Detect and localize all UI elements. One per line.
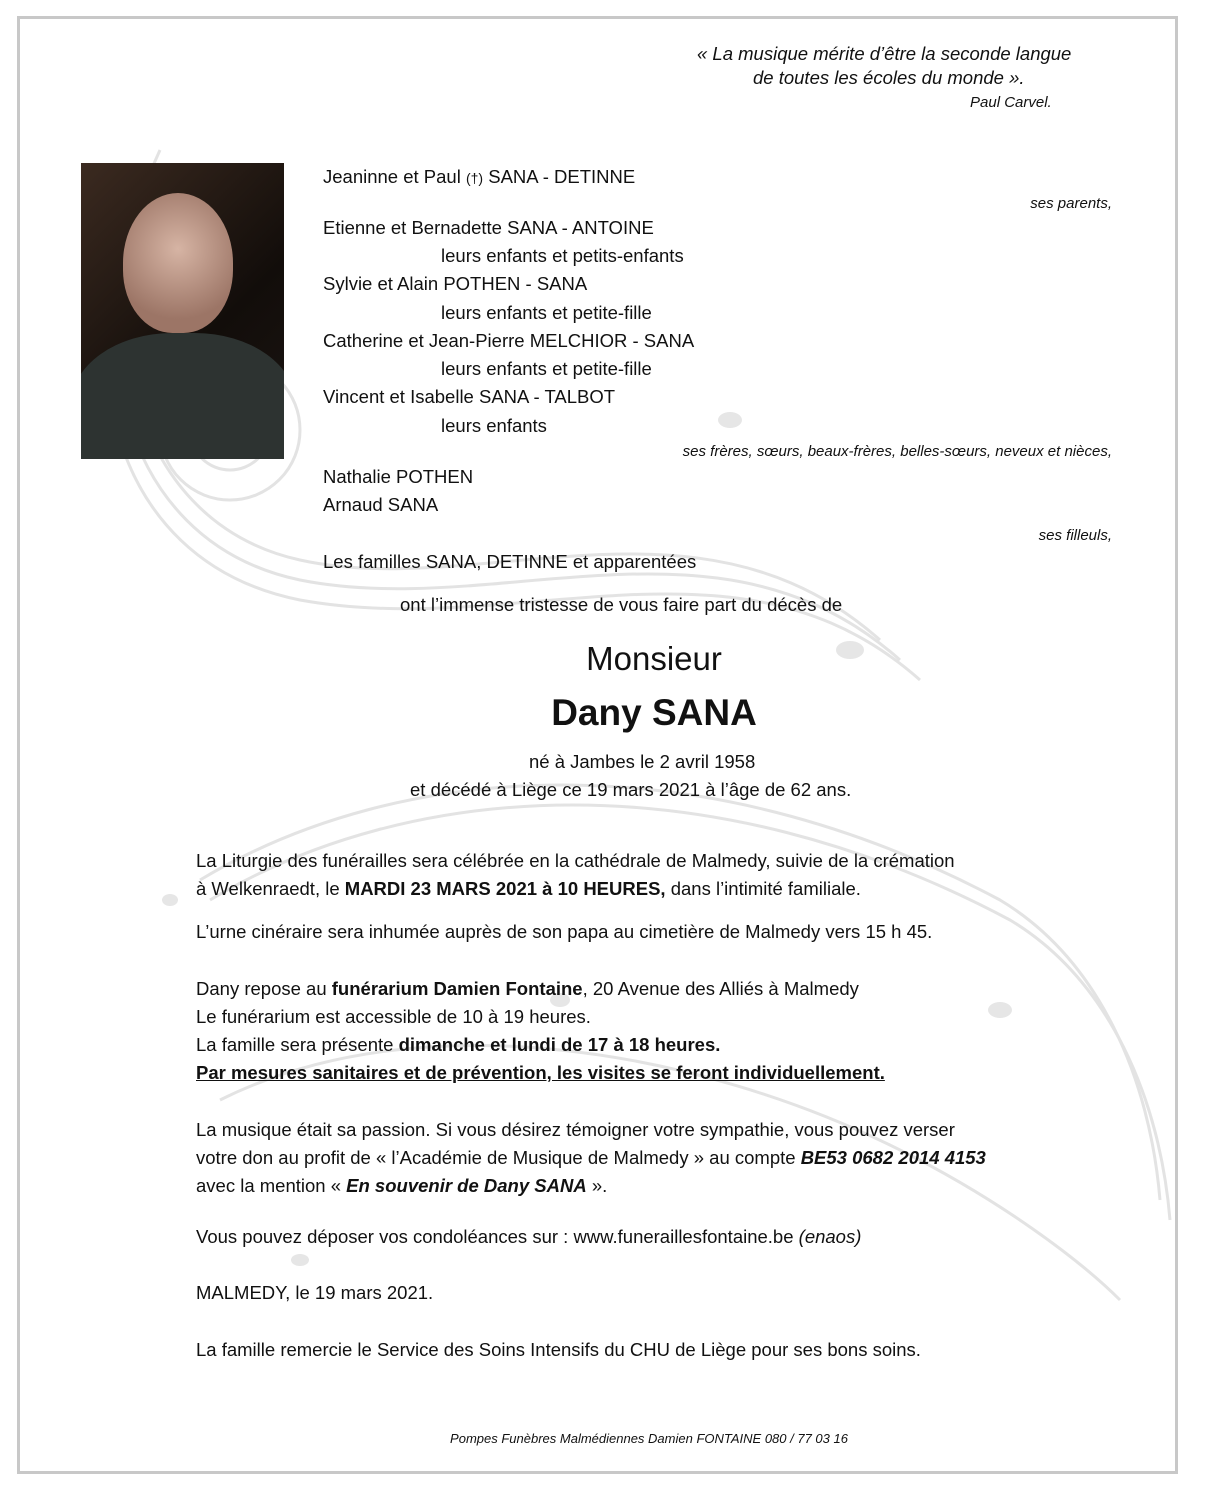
rest-address: , 20 Avenue des Alliés à Malmedy (582, 978, 859, 999)
deceased-name: Dany SANA (551, 692, 757, 733)
mention-phrase: En souvenir de Dany SANA (346, 1175, 587, 1196)
mention-close: ». (586, 1175, 608, 1196)
death-line: et décédé à Liège ce 19 mars 2021 à l’âge de 62 ans. (410, 779, 852, 800)
sibling-name: Vincent et Isabelle SANA - TALBOT (323, 386, 616, 407)
liturgy-text: à Welkenraedt, le (196, 878, 345, 899)
sanitary-notice: Par mesures sanitaires et de prévention, les visites se feront individuellement. (196, 1062, 885, 1083)
music-line-1: La musique était sa passion. Si vous désirez témoigner votre sympathie, vous pouvez verser (196, 1119, 955, 1140)
sibling-name: Etienne et Bernadette SANA - ANTOINE (323, 217, 654, 238)
condolences-note: (enaos) (793, 1226, 862, 1247)
footer-funeral-home: Pompes Funèbres Malmédiennes Damien FONTAINE 080 / 77 03 16 (450, 1431, 848, 1446)
bank-account: BE53 0682 2014 4153 (800, 1147, 986, 1168)
presence-text: La famille sera présente (196, 1034, 399, 1055)
quote-line-2: de toutes les écoles du monde ». (753, 67, 1025, 88)
access-hours-line: Le funérarium est accessible de 10 à 19 heures. (196, 1006, 591, 1027)
sibling-children: leurs enfants et petits-enfants (441, 245, 684, 266)
parents-surname: SANA - DETINNE (483, 166, 636, 187)
parents-line (323, 165, 635, 190)
sibling-children: leurs enfants et petite-fille (441, 358, 652, 379)
liturgy-text: dans l’intimité familiale. (665, 878, 861, 899)
cross-symbol: (†) (465, 170, 484, 186)
place-date: MALMEDY, le 19 mars 2021. (196, 1282, 434, 1303)
portrait-photo (81, 163, 284, 459)
funeral-home-name: funérarium Damien Fontaine (331, 978, 583, 999)
thanks-line: La famille remercie le Service des Soins Intensifs du CHU de Liège pour ses bons soins. (196, 1339, 921, 1360)
sibling-name: Catherine et Jean-Pierre MELCHIOR - SANA (323, 330, 695, 351)
birth-line: né à Jambes le 2 avril 1958 (529, 751, 756, 772)
godchild-name: Arnaud SANA (323, 494, 439, 515)
parents-label: ses parents, (1030, 195, 1112, 212)
sibling-children: leurs enfants (441, 415, 547, 436)
parents-names: Jeaninne et Paul (323, 166, 466, 187)
condolences-text: Vous pouvez déposer vos condoléances sur : (196, 1226, 574, 1247)
sibling-children: leurs enfants et petite-fille (441, 302, 652, 323)
deceased-title: Monsieur (586, 640, 722, 677)
condolences-link[interactable]: www.funeraillesfontaine.be (573, 1226, 794, 1247)
sibling-name: Sylvie et Alain POTHEN - SANA (323, 273, 588, 294)
mention-text: avec la mention « (196, 1175, 347, 1196)
siblings-label: ses frères, sœurs, beaux-frères, belles-sœurs, neveux et nièces, (682, 443, 1112, 460)
rest-text: Dany repose au (196, 978, 332, 999)
godchildren-label: ses filleuls, (1038, 527, 1112, 544)
presence-hours: dimanche et lundi de 17 à 18 heures. (398, 1034, 721, 1055)
liturgy-datetime: MARDI 23 MARS 2021 à 10 HEURES, (344, 878, 666, 899)
quote-author: Paul Carvel. (970, 94, 1052, 111)
quote-line-1: « La musique mérite d’être la seconde langue (697, 43, 1072, 64)
liturgy-line-1: La Liturgie des funérailles sera célébrée en la cathédrale de Malmedy, suivie de la crémation (196, 850, 955, 871)
music-line-2 (196, 1146, 986, 1170)
families-line: Les familles SANA, DETINNE et apparentées (323, 551, 697, 572)
condolences-line (196, 1225, 861, 1249)
liturgy-line-2 (196, 877, 861, 901)
donation-text: votre don au profit de « l’Académie de Musique de Malmedy » au compte (196, 1147, 801, 1168)
rest-line (196, 977, 859, 1001)
announcement-line: ont l’immense tristesse de vous faire part du décès de (400, 594, 843, 615)
godchild-name: Nathalie POTHEN (323, 466, 474, 487)
urn-line: L’urne cinéraire sera inhumée auprès de son papa au cimetière de Malmedy vers 15 h 45. (196, 921, 933, 942)
presence-line (196, 1033, 720, 1057)
music-line-3 (196, 1174, 607, 1198)
